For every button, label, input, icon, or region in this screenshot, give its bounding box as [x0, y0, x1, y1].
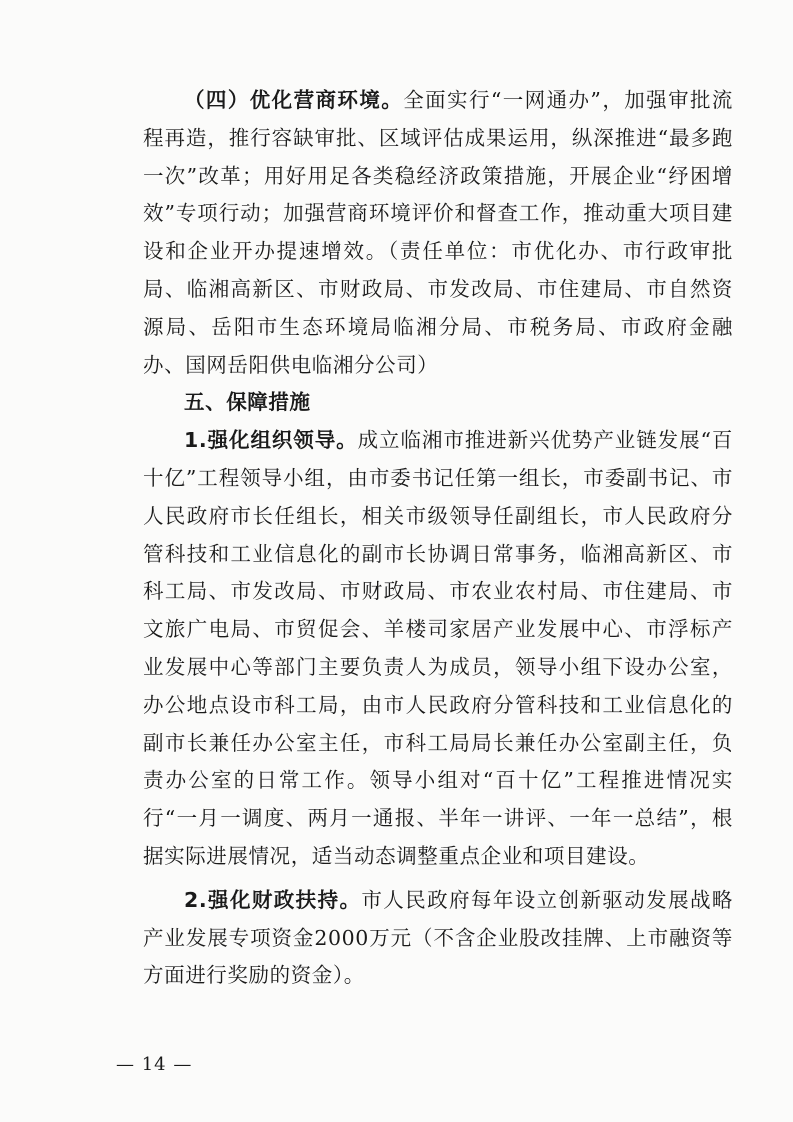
document-body: [143, 82, 733, 995]
paragraph-fiscal-support: [143, 882, 733, 995]
paragraph-text: 市人民政府每年设立创新驱动发展战略产业发展专项资金2000万元（不含企业股改挂牌、上市融资等方面进行奖励的资金）。: [143, 887, 734, 988]
paragraph-text: 成立临湘市推进新兴优势产业链发展“百十亿”工程领导小组，由市委书记任第一组长，市委副书记、市人民政府市长任组长，相关市级领导任副组长，市人民政府分管科技和工业信息化的副市长协调日常事务，临湘高新区、市科工局、市发改局、市财政局、市农业农村局、市住建局、市文旅广电局、市贸促会、羊楼司家居产业发展中心、市浮标产业发展中心等部门主要负责人为成员，领导小组下设办公室，办公地点设市科工局，由市人民政府分管科技和工业信息化的副市长兼任办公室主任，市科工局局长兼任办公室副主任，负责办公室的日常工作。领导小组对“百十亿”工程推进情况实行“一月一调度、两月一通报、半年一讲评、一年一总结”，根据实际进展情况，适当动态调整重点企业和项目建设。: [143, 428, 734, 868]
paragraph-text: 全面实行“一网通办”，加强审批流程再造，推行容缺审批、区域评估成果运用，纵深推进“最多跑一次”改革；用好用足各类稳经济政策措施，开展企业“纾困增效”专项行动；加强营商环境评价和督查工作，推动重大项目建设和企业开办提速增效。（责任单位：市优化办、市行政审批局、临湘高新区、市财政局、市发改局、市住建局、市自然资源局、岳阳市生态环境局临湘分局、市税务局、市政府金融办、国网岳阳供电临湘分公司）: [143, 88, 734, 377]
paragraph-optimize-business-environment: [143, 82, 733, 384]
section-heading-safeguards: 五、保障措施: [184, 390, 311, 415]
page-number: — 14 —: [116, 1054, 193, 1075]
paragraph-strengthen-leadership: [143, 422, 733, 876]
paragraph-lead: （四）优化营商环境。: [184, 88, 404, 112]
paragraph-lead: 2.强化财政扶持。: [184, 887, 362, 912]
paragraph-lead: 1.强化组织领导。: [184, 428, 358, 453]
